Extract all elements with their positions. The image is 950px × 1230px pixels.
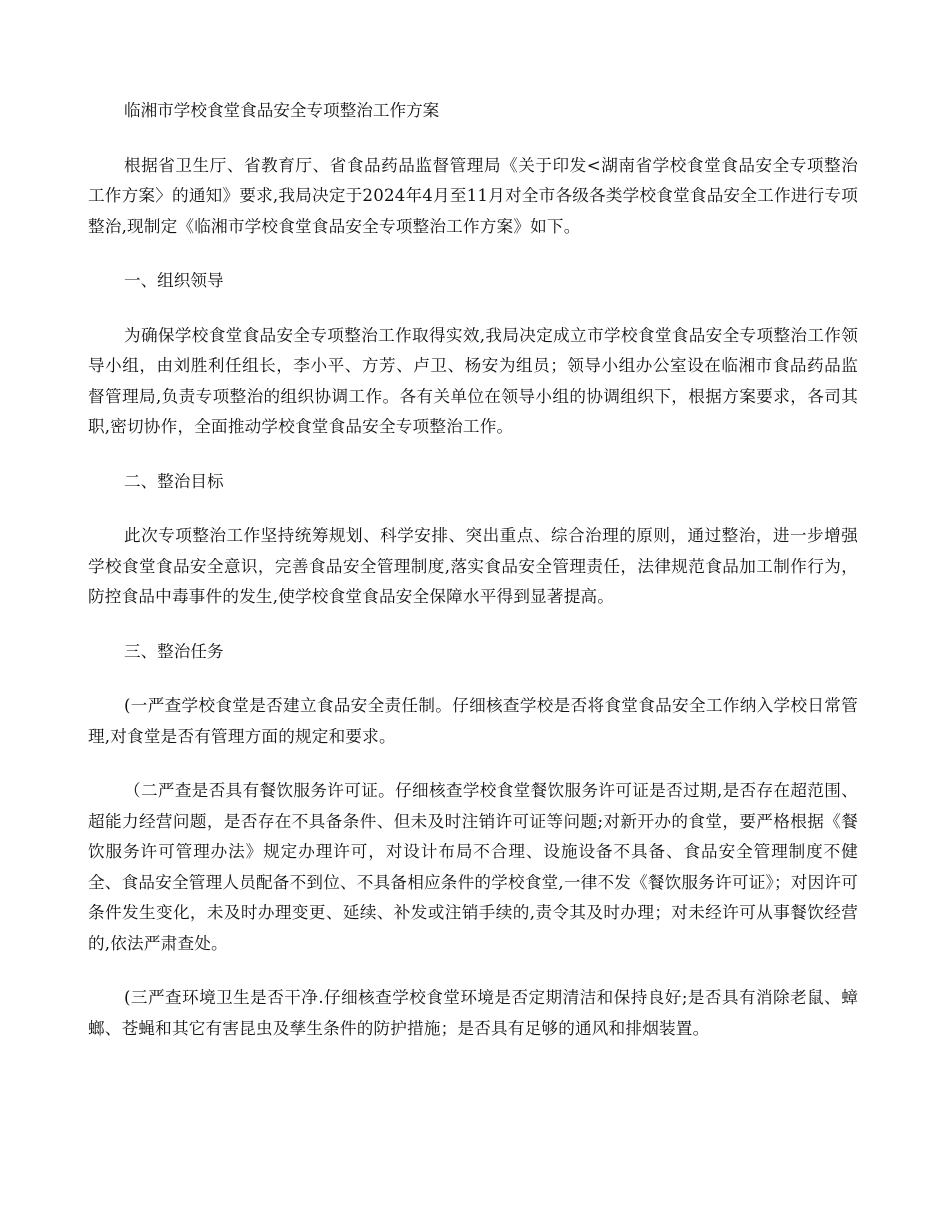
document-page — [88, 96, 858, 1068]
intro-paragraph: 根据省卫生厅、省教育厅、省食品药品监督管理局《关于印发<湖南省学校食堂食品安全专项整治工作方案〉的通知》要求,我局决定于2024年4月至11月对全市各级各类学校食堂食品安全工作进行专项整治,现制定《临湘市学校食堂食品安全专项整治工作方案》如下。 — [88, 155, 858, 236]
task-paragraph-3: (三严查环境卫生是否干净.仔细核查学校食堂环境是否定期清洁和保持良好;是否具有消除老鼠、蟑螂、苍蝇和其它有害昆虫及孳生条件的防护措施；是否具有足够的通风和排烟装置。 — [88, 988, 858, 1038]
task-paragraph-2: （二严查是否具有餐饮服务许可证。仔细核查学校食堂餐饮服务许可证是否过期,是否存在超范围、超能力经营问题，是否存在不具备条件、但未及时注销许可证等问题;对新开办的食堂，要严格根据《餐饮服务许可管理办法》规定办理许可，对设计布局不合理、设施设备不具备、食品安全管理制度不健全、食品安全管理人员配备不到位、不具备相应条件的学校食堂,一律不发《餐饮服务许可证》；对因许可条件发生变化，未及时办理变更、延续、补发或注销手续的,责令其及时办理；对未经许可从事餐饮经营的,依法严肃查处。 — [88, 781, 858, 953]
organization-paragraph: 为确保学校食堂食品安全专项整治工作取得实效,我局决定成立市学校食堂食品安全专项整治工作领导小组，由刘胜利任组长，李小平、方芳、卢卫、杨安为组员；领导小组办公室设在临湘市食品药品监督管理局,负责专项整治的组织协调工作。各有关单位在领导小组的协调组织下，根据方案要求，各司其职,密切协作，全面推动学校食堂食品安全专项整治工作。 — [88, 325, 858, 436]
section-heading-goals: 二、整治目标 — [124, 471, 224, 491]
section-heading-organization: 一、组织领导 — [124, 271, 224, 290]
section-heading-tasks: 三、整治任务 — [124, 641, 224, 661]
goals-paragraph: 此次专项整治工作坚持统筹规划、科学安排、突出重点、综合治理的原则，通过整治，进一步增强学校食堂食品安全意识，完善食品安全管理制度,落实食品安全管理责任，法律规范食品加工制作行为，防控食品中毒事件的发生,使学校食堂食品安全保障水平得到显著提高。 — [88, 526, 858, 606]
task-paragraph-1: (一严查学校食堂是否建立食品安全责任制。仔细核查学校是否将食堂食品安全工作纳入学校日常管理,对食堂是否有管理方面的规定和要求。 — [88, 696, 858, 746]
document-title: 临湘市学校食堂食品安全专项整治工作方案 — [124, 101, 440, 120]
